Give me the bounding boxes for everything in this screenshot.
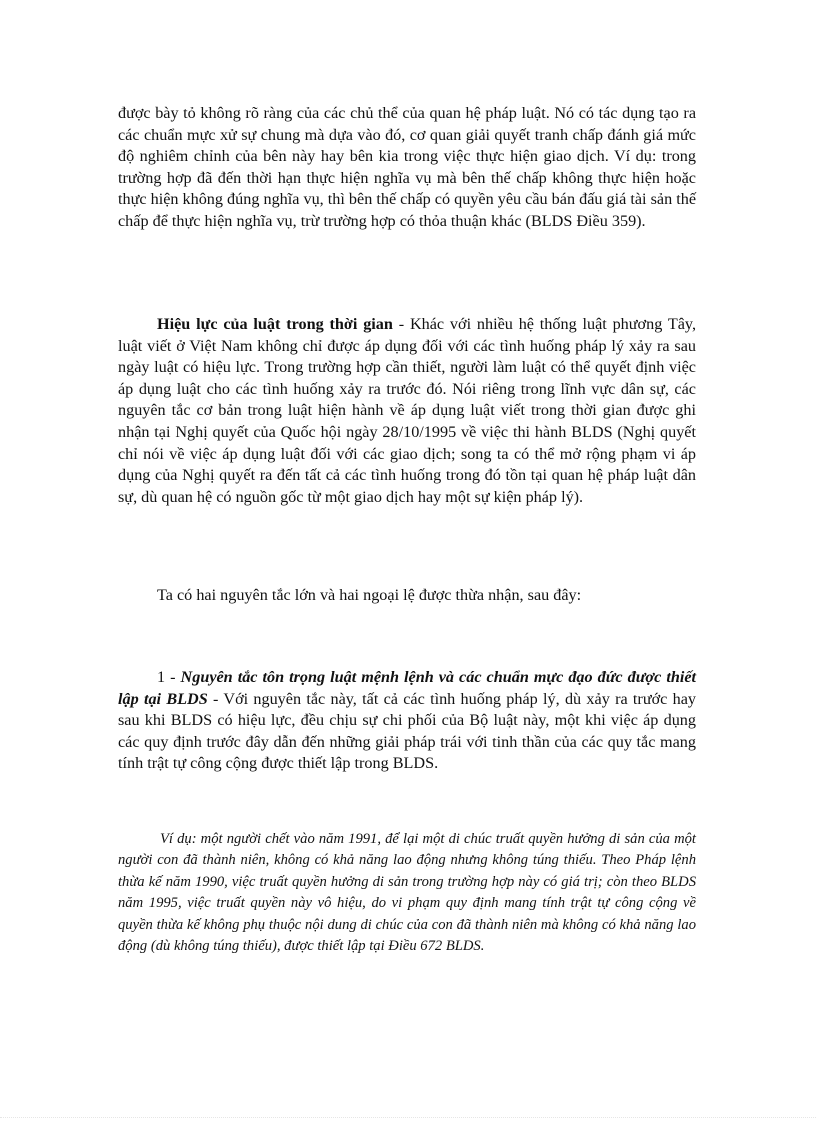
paragraph-text: Ta có hai nguyên tắc lớn và hai ngoại lệ được thừa nhận, sau đây: [157,586,582,604]
paragraph-time-validity [118,314,696,508]
example-text: Ví dụ: một người chết vào năm 1991, để lại một di chúc truất quyền hưởng di sản của một người con đã thành niên, không có khả năng lao động nhưng không túng thiếu. Theo Pháp lệnh thừa kế năm 1990, việc truất quyền hưởng di sản trong trường hợp này có giá trị; còn theo BLDS năm 1995, việc truất quyền này vô hiệu, do vi phạm quy định mang tính trật tự công cộng về quyền thừa kế không phụ thuộc nội dung di chúc của con đã thành niên mà không có khả năng lao động (dù không túng thiếu), được thiết lập tại Điều 672 BLDS. [118,831,696,955]
paragraph-principles-intro [118,585,696,607]
principle-heading: Nguyên tắc tôn trọng luật mệnh lệnh và các chuẩn mực đạo đức được thiết lập tại BLDS [118,668,696,708]
page-bottom-divider [0,1117,816,1118]
paragraph-text: được bày tỏ không rõ ràng của các chủ thể của quan hệ pháp luật. Nó có tác dụng tạo ra các chuẩn mực xử sự chung mà dựa vào đó, cơ quan giải quyết tranh chấp đánh giá mức độ nghiêm chỉnh của bên này hay bên kia trong việc thực hiện giao dịch. Ví dụ: trong trường hợp đã đến thời hạn thực hiện nghĩa vụ mà bên thế chấp không thực hiện hoặc thực hiện không đúng nghĩa vụ, thì bên thế chấp có quyền yêu cầu bán đấu giá tài sản thế chấp để thực hiện nghĩa vụ, trừ trường hợp có thỏa thuận khác (BLDS Điều 359). [118,104,696,230]
paragraph-principle-1 [118,667,696,775]
paragraph-continuation [118,103,696,233]
paragraph-text: - Với nguyên tắc này, tất cả các tình huống pháp lý, dù xảy ra trước hay sau khi BLDS có hiệu lực, đều chịu sự chi phối của Bộ luật này, một khi việc áp dụng các quy định trước đây dẫn đến những giải pháp trái với tinh thần của các quy tắc mang tính trật tự công cộng được thiết lập trong BLDS. [118,689,696,773]
principle-number: 1 - [157,668,181,686]
paragraph-example [118,829,696,957]
paragraph-text: - Khác với nhiều hệ thống luật phương Tây, luật viết ở Việt Nam không chỉ được áp dụng đối với các tình huống pháp lý xảy ra sau ngày luật có hiệu lực. Trong trường hợp cần thiết, người làm luật có thể quyết định việc áp dụng luật cho các tình huống xảy ra trước đó. Nói riêng trong lĩnh vực dân sự, các nguyên tắc cơ bản trong luật hiện hành về áp dụng luật viết trong thời gian được ghi nhận tại Nghị quyết của Quốc hội ngày 28/10/1995 về việc thi hành BLDS (Nghị quyết chỉ nói về việc áp dụng luật đối với các giao dịch; song ta có thể mở rộng phạm vi áp dụng của Nghị quyết ra đến tất cả các tình huống trong đó tồn tại quan hệ pháp luật dân sự, dù quan hệ có nguồn gốc từ một giao dịch hay một sự kiện pháp lý). [118,315,696,506]
section-heading: Hiệu lực của luật trong thời gian [157,315,393,333]
